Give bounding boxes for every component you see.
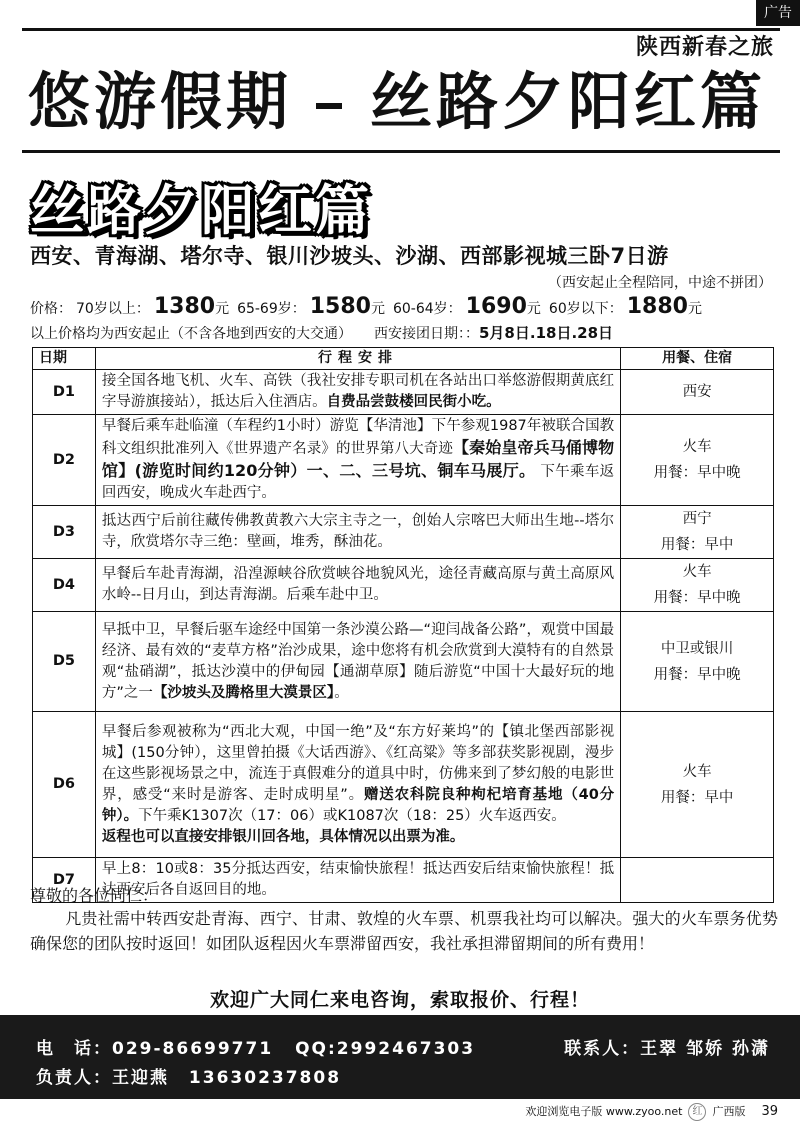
phone-number: 029-86699771 xyxy=(112,1039,274,1059)
price-note xyxy=(30,322,780,343)
plan-cell: 早餐后乘车赴临潼（车程约1小时）游览【华清池】下午参观1987年被联合国教科文组织批准列入《世界遗产名录》的世界第八大奇迹【秦始皇帝兵马俑博物馆】(游览时间约120分钟）一、二、三号坑、铜车马展厅。 下午乘车返回西安，晚成火车赴西宁。 xyxy=(95,415,620,506)
table-row xyxy=(33,712,774,858)
ad-tag: 广告 xyxy=(756,0,800,26)
route-title: 西安、青海湖、塔尔寺、银川沙坡头、沙湖、西部影视城三卧7日游 xyxy=(30,244,669,268)
headline-dash xyxy=(316,103,342,109)
route-note: （西安起止全程陪同，中途不拼团） xyxy=(548,275,772,291)
contact-persons: 联系人：王翠 邹娇 孙潇 xyxy=(564,1039,770,1059)
edition-label: 广西版 xyxy=(712,1105,746,1118)
day-cell: D2 xyxy=(33,415,96,506)
meal-cell: 火车 用餐：早中晚 xyxy=(621,559,774,612)
meal-cell: 西安 xyxy=(621,370,774,415)
headline-left: 悠游假期 xyxy=(28,65,293,138)
meal-cell: 西宁 用餐：早中 xyxy=(621,506,774,559)
call-to-action: 欢迎广大同仁来电咨询，索取报价、行程！ xyxy=(209,989,590,1011)
price-line xyxy=(30,294,780,319)
plan-cell: 早餐后参观被称为“西北大观，中国一绝”及“东方好莱坞”的【镇北堡西部影视城】(150分钟），这里曾拍摄《大话西游》、《红高粱》等多部获奖影视剧，漫步在这些影视场景之中，流连于真假难分的道具中时，仿佛来到了梦幻般的电影世界，感受“来时是游客、走时成明星”。赠送农科院良种枸杞培育基地（40分钟）。下午乘K1307次（17：06）或K1087次（18：25）火车返西安。 返程也可以直接安排银川回各地，具体情况以出票为准。 xyxy=(95,712,620,858)
contact-footer xyxy=(0,1015,800,1099)
header-plan: 行程安排 xyxy=(95,348,620,370)
meal-cell: 火车 用餐：早中晚 xyxy=(621,415,774,506)
table-row xyxy=(33,370,774,415)
plan-cell: 抵达西宁后前往藏传佛教黄教六大宗主寺之一，创始人宗喀巴大师出生地--塔尔寺，欣赏塔尔寺三绝：壁画，堆秀，酥油花。 xyxy=(95,506,620,559)
footer-row-contacts xyxy=(36,1034,770,1059)
manager-label: 负责人： xyxy=(36,1068,112,1088)
price-item: 65-69岁： 1580元 xyxy=(237,294,385,319)
price-item: 60岁以下： 1880元 xyxy=(548,294,702,319)
table-row xyxy=(33,415,774,506)
headline xyxy=(28,52,766,141)
table-header-row xyxy=(33,348,774,370)
meal-cell xyxy=(621,858,774,903)
price-note-text: 以上价格均为西安起止（不含各地到西安的大交通） xyxy=(30,326,352,342)
tour-dates: 西安接团日期：：5月8日.18日.28日 xyxy=(374,324,614,342)
qq-label: QQ: xyxy=(295,1039,337,1059)
day-cell: D7 xyxy=(33,858,96,903)
table-row xyxy=(33,506,774,559)
footer-row-manager xyxy=(36,1063,341,1088)
magazine-logo-icon: 红 xyxy=(688,1103,706,1121)
page-footer xyxy=(525,1103,778,1121)
plan-cell: 接全国各地飞机、火车、高铁（我社安排专职司机在各站出口举悠游假期黄底红字导游旗接站），抵达后入住酒店。自费品尝鼓楼回民街小吃。 xyxy=(95,370,620,415)
headline-right: 丝路夕阳红篇 xyxy=(370,65,767,138)
meal-cell: 中卫或银川 用餐：早中晚 xyxy=(621,612,774,712)
manager-phone: 13630237808 xyxy=(188,1068,342,1088)
price-item: 70岁以上： 1380元 xyxy=(76,294,230,319)
mid-rule xyxy=(22,150,780,153)
day-cell: D6 xyxy=(33,712,96,858)
big-title: 丝路夕阳红篇 xyxy=(30,179,372,242)
day-cell: D1 xyxy=(33,370,96,415)
itinerary-table xyxy=(32,347,774,903)
plan-cell: 早餐后车赴青海湖，沿湟源峡谷欣赏峡谷地貌风光，途径青藏高原与黄土高原风水岭--日月山，到达青海湖。后乘车赴中卫。 xyxy=(95,559,620,612)
page-footer-url: 欢迎浏览电子版 www.zyoo.net xyxy=(525,1105,683,1118)
manager-name: 王迎燕 xyxy=(112,1068,169,1088)
plan-cell: 早上8：10或8：35分抵达西安，结束愉快旅程！抵达西安后结束愉快旅程！抵达西安后各自返回目的地。 xyxy=(95,858,620,903)
price-label: 价格： xyxy=(30,301,72,317)
header-day: 日期 xyxy=(33,348,96,370)
day-cell: D4 xyxy=(33,559,96,612)
header-meal: 用餐、住宿 xyxy=(621,348,774,370)
qq-number: 2992467303 xyxy=(336,1039,476,1059)
meal-cell: 火车 用餐：早中 xyxy=(621,712,774,858)
table-row xyxy=(33,559,774,612)
day-cell: D5 xyxy=(33,612,96,712)
series-title: 陕西新春之旅 xyxy=(635,35,774,60)
price-item: 60-64岁： 1690元 xyxy=(392,294,541,319)
greeting: 尊敬的各位同仁： xyxy=(30,886,159,905)
plan-cell: 早抵中卫，早餐后驱车途经中国第一条沙漠公路—“迎闫战备公路”，观赏中国最经济、最有效的“麦草方格”治沙成果，途中您将有机会欣赏到大漠特有的自然景观“盐硝湖”，抵达沙漠中的伊甸园【通湖草原】随后游览“中国十大最好玩的地方”之一【沙坡头及腾格里大漠景区】。 xyxy=(95,612,620,712)
page-number: 39 xyxy=(761,1104,778,1119)
day-cell: D3 xyxy=(33,506,96,559)
table-row xyxy=(33,612,774,712)
body-paragraph: 凡贵社需中转西安赴青海、西宁、甘肃、敦煌的火车票、机票我社均可以解决。强大的火车票务优势确保您的团队按时返回！如团队返程因火车票滞留西安，我社承担滞留期间的所有费用！ xyxy=(30,909,778,953)
phone-label: 电 话： xyxy=(36,1039,112,1059)
